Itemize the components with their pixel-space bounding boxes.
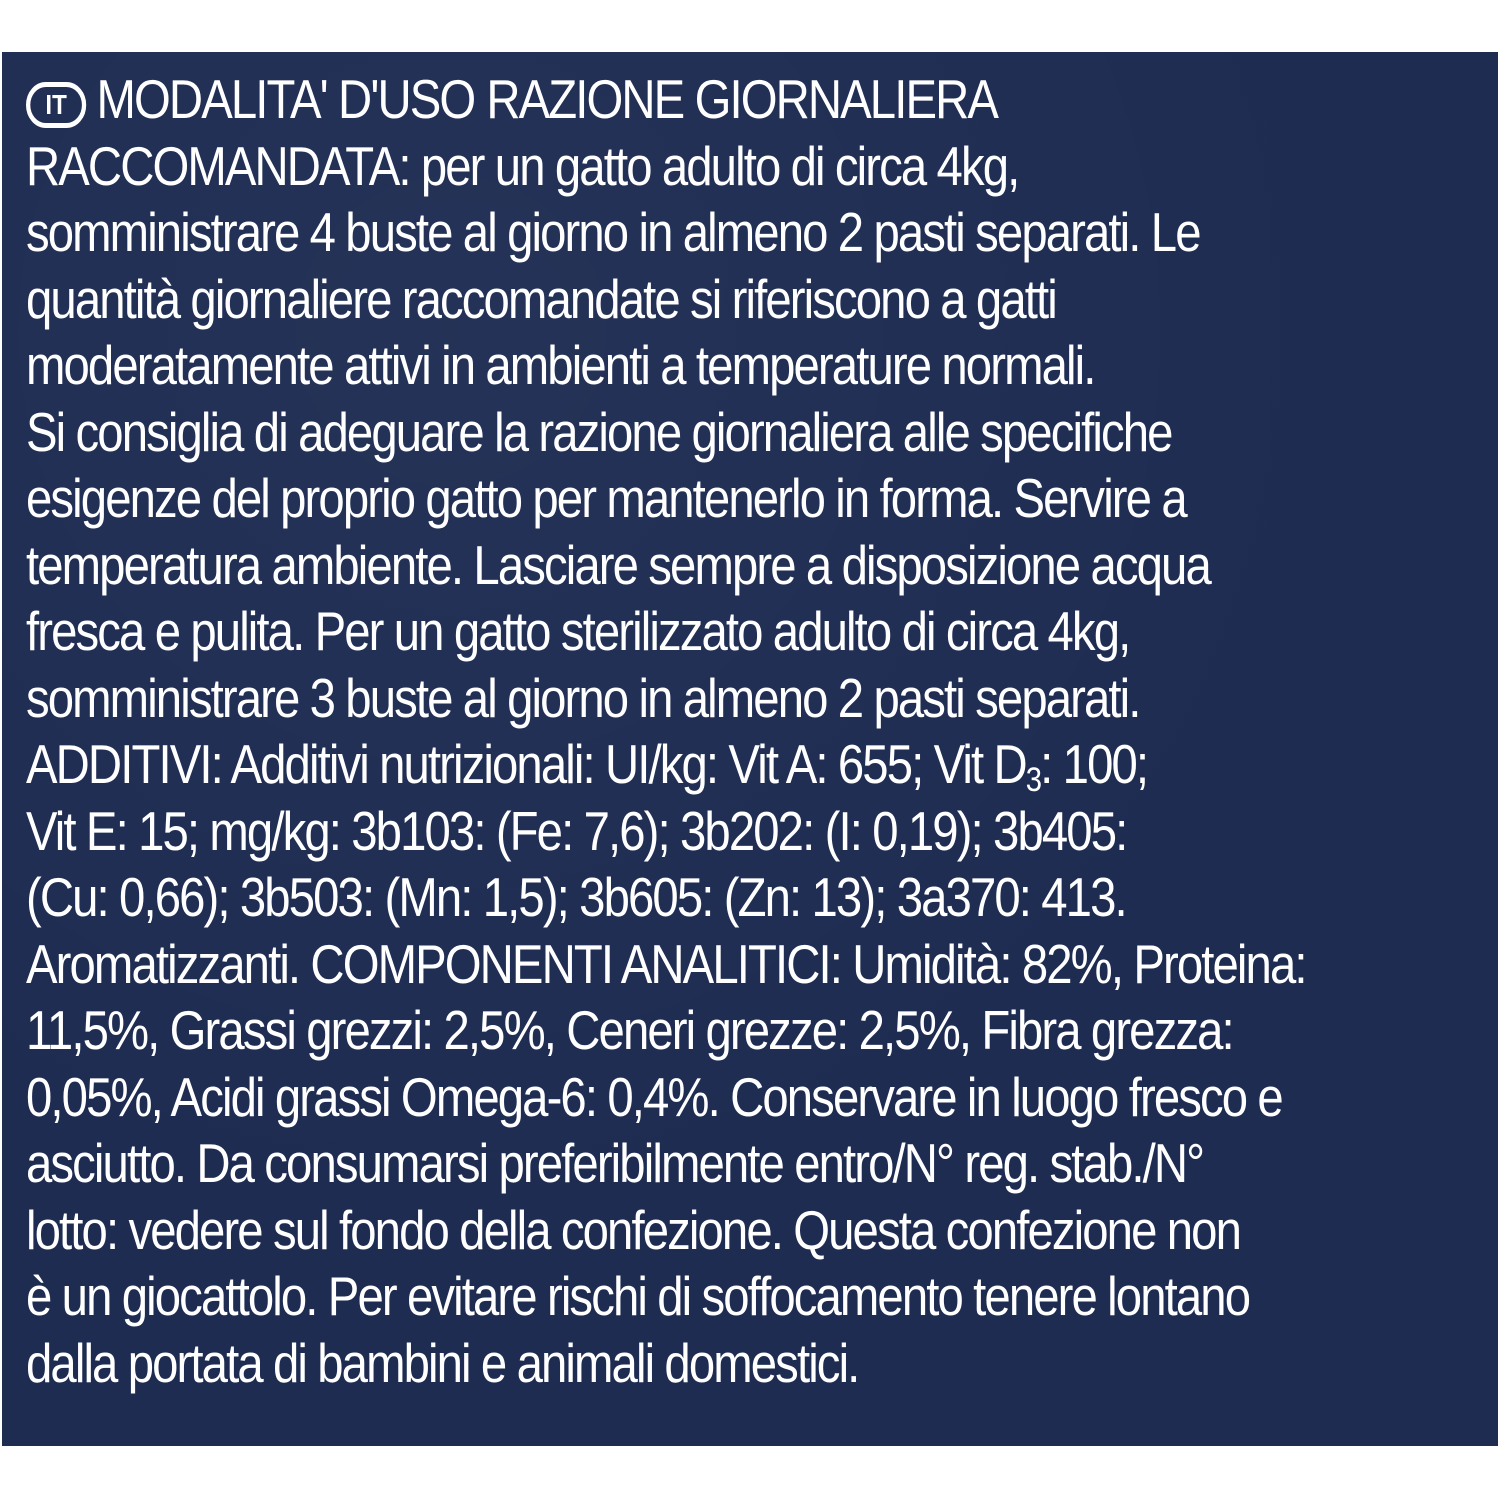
text-line: lotto: vedere sul fondo della confezione. Questa confezione non bbox=[26, 1198, 1241, 1261]
text-line: fresca e pulita. Per un gatto sterilizzato adulto di circa 4kg, bbox=[26, 600, 1130, 662]
additives-text-end: : 100; bbox=[1040, 733, 1148, 795]
text-line: somministrare 3 buste al giorno in almeno 2 pasti separati. bbox=[26, 666, 1140, 729]
text-line: 11,5%, Grassi grezzi: 2,5%, Ceneri grezze: 2,5%, Fibra grezza: bbox=[26, 999, 1233, 1061]
text-line: somministrare 4 buste al giorno in almeno 2 pasti separati. Le bbox=[26, 201, 1200, 263]
text-line: è un giocattolo. Per evitare rischi di soffocamento tenere lontano bbox=[26, 1265, 1250, 1327]
additives-text: ADDITIVI: Additivi nutrizionali: UI/kg: Vit A: 655; Vit D bbox=[26, 733, 1026, 795]
text-line: Aromatizzanti. COMPONENTI ANALITICI: Umidità: 82%, Proteina: bbox=[26, 932, 1306, 995]
heading-usage: MODALITA' D'USO bbox=[96, 68, 475, 130]
text-line: asciutto. Da consumarsi preferibilmente entro/N° reg. stab./N° bbox=[26, 1132, 1204, 1194]
text-line: quantità giornaliere raccomandate si riferiscono a gatti bbox=[26, 267, 1056, 330]
heading-line bbox=[26, 66, 1498, 133]
label-text-block bbox=[26, 66, 1498, 1396]
heading-daily-ration: RAZIONE GIORNALIERA bbox=[486, 68, 998, 130]
text-line: temperatura ambiente. Lasciare sempre a disposizione acqua bbox=[26, 533, 1210, 596]
text-line: 0,05%, Acidi grassi Omega-6: 0,4%. Conservare in luogo fresco e bbox=[26, 1065, 1282, 1128]
additives-line bbox=[26, 731, 1498, 798]
product-label-panel bbox=[2, 52, 1498, 1446]
text-line: moderatamente attivi in ambienti a temperature normali. bbox=[26, 334, 1095, 396]
text-line: Vit E: 15; mg/kg: 3b103: (Fe: 7,6); 3b202: (I: 0,19); 3b405: bbox=[26, 799, 1127, 862]
text-line: (Cu: 0,66); 3b503: (Mn: 1,5); 3b605: (Zn: 13); 3a370: 413. bbox=[26, 866, 1126, 928]
text-line: esigenze del proprio gatto per mantenerlo in forma. Servire a bbox=[26, 467, 1186, 529]
text-line: dalla portata di bambini e animali domestici. bbox=[26, 1331, 859, 1394]
text-line: RACCOMANDATA: per un gatto adulto di circa 4kg, bbox=[26, 134, 1019, 197]
text-line: Si consiglia di adeguare la razione giornaliera alle specifiche bbox=[26, 400, 1172, 463]
language-badge: IT bbox=[26, 82, 86, 128]
vitamin-d-subscript: 3 bbox=[1025, 761, 1041, 799]
